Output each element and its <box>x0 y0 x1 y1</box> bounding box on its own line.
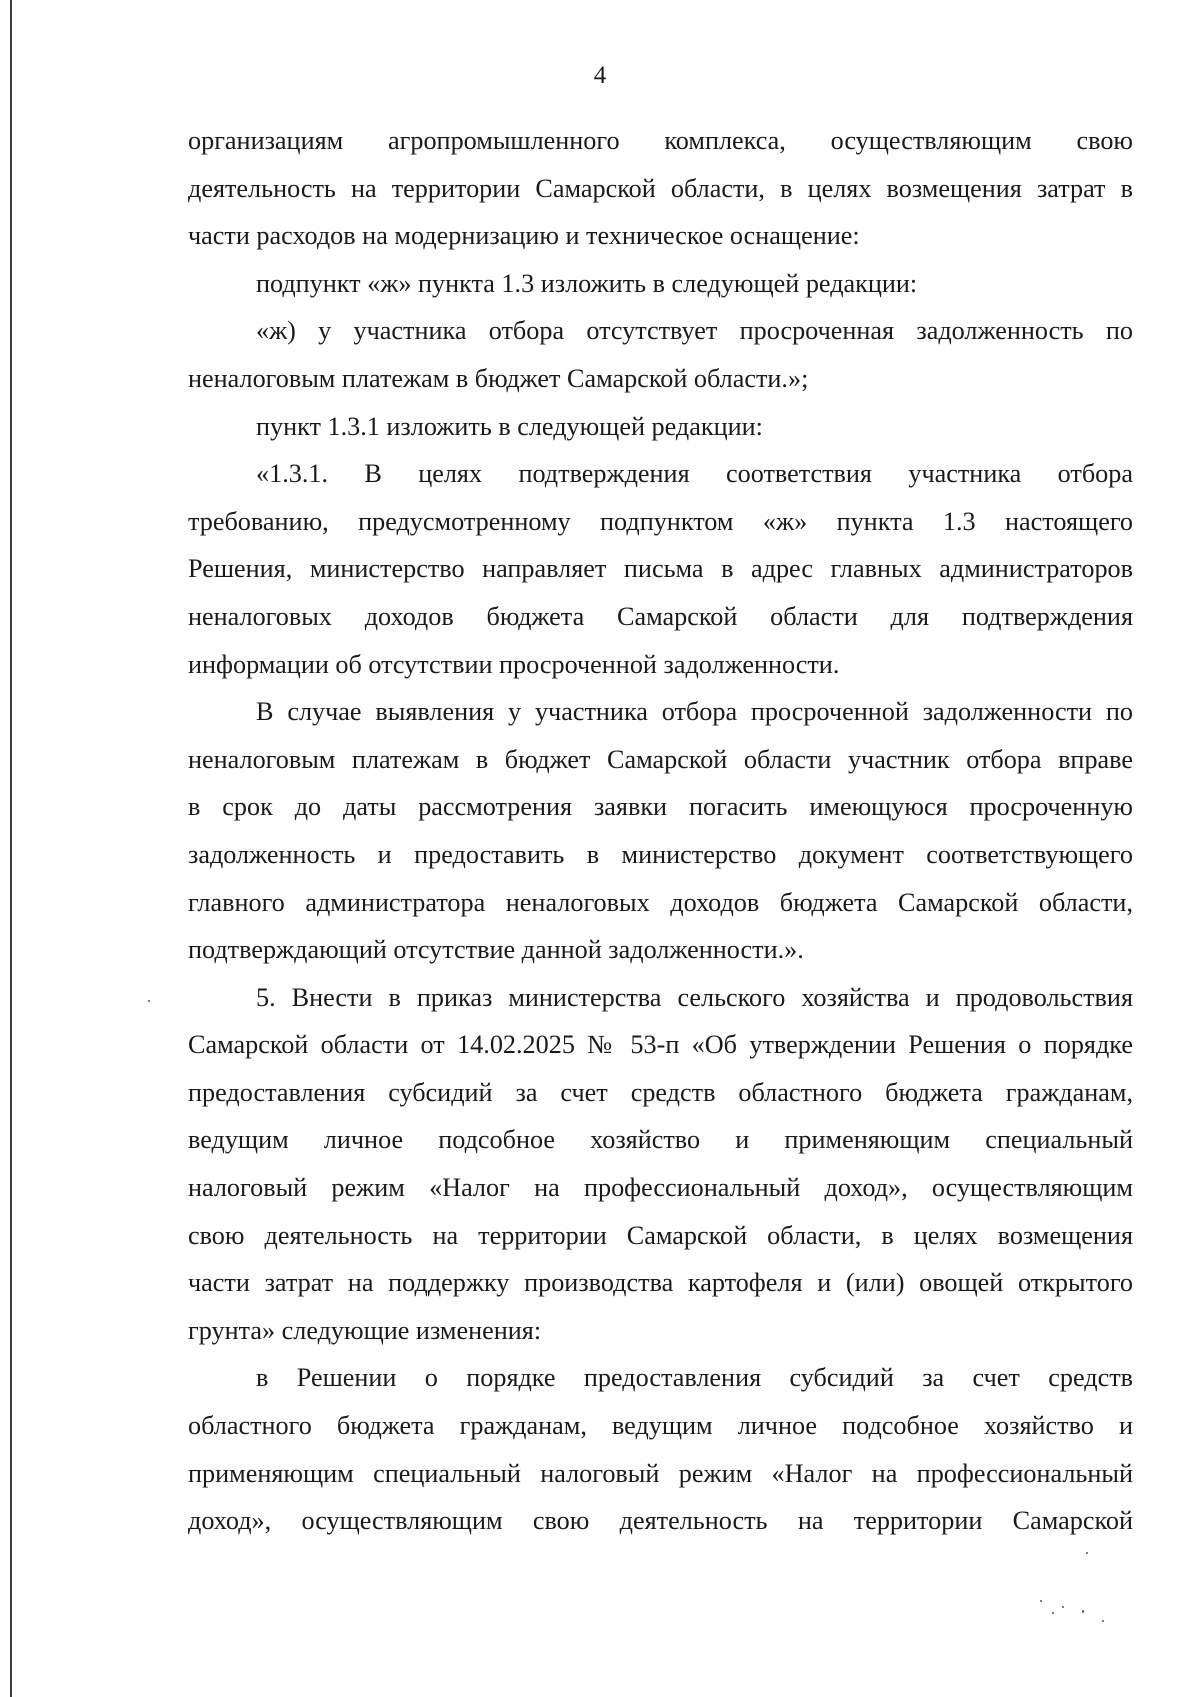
text-line: В случае выявления у участника отбора просроченной задолженности по <box>256 697 1133 727</box>
text-line: деятельность на территории Самарской области, в целях возмещения затрат в <box>188 173 1133 203</box>
text-line: главного администратора неналоговых доходов бюджета Самарской области, <box>188 887 1133 917</box>
text-line: подтверждающий отсутствие данной задолженности.». <box>188 935 804 965</box>
text-line: налоговый режим «Налог на профессиональный доход», осуществляющим <box>188 1173 1133 1203</box>
text-line: организациям агропромышленного комплекса, осуществляющим свою <box>188 126 1133 155</box>
text-line: информации об отсутствии просроченной задолженности. <box>188 649 840 679</box>
text-line: 5. Внести в приказ министерства сельского хозяйства и продовольствия <box>256 982 1133 1012</box>
text-line: части затрат на поддержку производства картофеля и (или) овощей открытого <box>188 1268 1133 1298</box>
scan-speck <box>1086 1552 1088 1554</box>
text-line: ведущим личное подсобное хозяйство и применяющим специальный <box>188 1125 1133 1155</box>
text-line: неналоговых доходов бюджета Самарской области для подтверждения <box>188 601 1133 631</box>
text-line: предоставления субсидий за счет средств областного бюджета гражданам, <box>188 1077 1133 1107</box>
text-line: свою деятельность на территории Самарской области, в целях возмещения <box>188 1220 1133 1250</box>
scan-speck <box>1052 1612 1054 1614</box>
text-line: неналоговым платежам в бюджет Самарской области.»; <box>188 363 809 393</box>
scan-speck <box>1040 1600 1042 1602</box>
scan-speck <box>1102 1620 1104 1622</box>
text-line: Самарской области от 14.02.2025 № 53-п «Об утверждении Решения о порядке <box>188 1030 1133 1060</box>
scan-speck <box>148 1000 150 1002</box>
text-line: «1.3.1. В целях подтверждения соответствия участника отбора <box>256 459 1133 489</box>
text-line: грунта» следующие изменения: <box>188 1315 542 1345</box>
scan-speck <box>1082 1610 1084 1613</box>
page-number: 4 <box>593 62 607 89</box>
text-line: требованию, предусмотренному подпунктом «ж» пункта 1.3 настоящего <box>188 506 1133 536</box>
scan-edge-line <box>10 0 12 1697</box>
text-line: «ж) у участника отбора отсутствует просроченная задолженность по <box>256 316 1133 346</box>
text-line: областного бюджета гражданам, ведущим личное подсобное хозяйство и <box>188 1411 1133 1441</box>
text-line: доход», осуществляющим свою деятельность на территории Самарской <box>188 1506 1133 1536</box>
text-line: неналоговым платежам в бюджет Самарской области участник отбора вправе <box>188 744 1133 774</box>
document-body <box>188 117 1133 1545</box>
text-line: части расходов на модернизацию и техническое оснащение: <box>188 221 860 251</box>
text-line: задолженность и предоставить в министерство документ соответствующего <box>188 839 1133 869</box>
text-line: применяющим специальный налоговый режим «Налог на профессиональный <box>188 1458 1133 1488</box>
text-line: подпункт «ж» пункта 1.3 изложить в следующей редакции: <box>256 268 918 298</box>
text-line: в срок до даты рассмотрения заявки погасить имеющуюся просроченную <box>188 792 1133 822</box>
text-line: пункт 1.3.1 изложить в следующей редакции: <box>256 411 763 441</box>
scan-speck <box>1062 1606 1064 1608</box>
text-line: в Решении о порядке предоставления субсидий за счет средств <box>256 1363 1133 1393</box>
text-line: Решения, министерство направляет письма в адрес главных администраторов <box>188 554 1133 584</box>
